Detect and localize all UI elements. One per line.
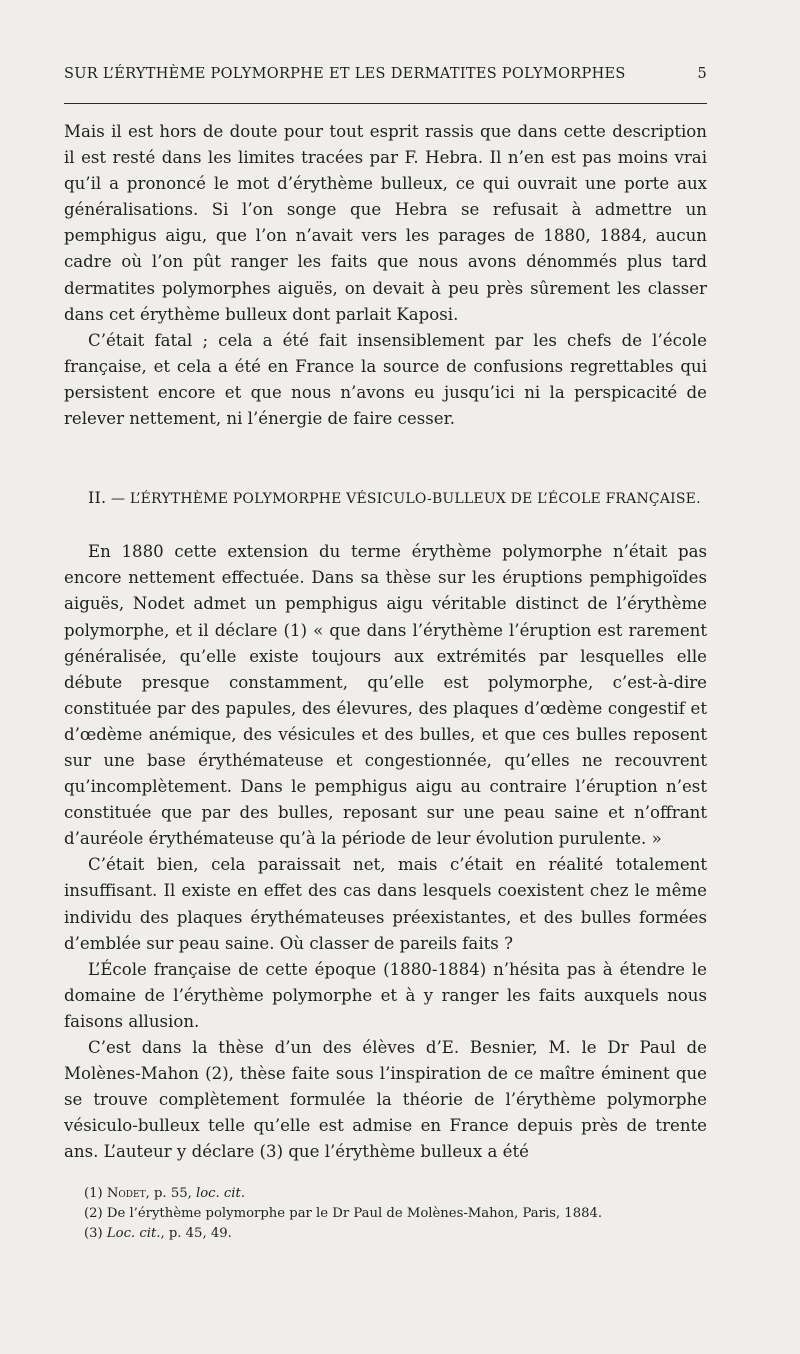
footnotes	[64, 1184, 707, 1244]
paragraph: C’était bien, cela paraissait net, mais c’était en réalité totalement insuffisant. Il existe en effet des cas dans lesquels coexistent chez le même individu des plaques érythémateuses préexistantes, et des bulles formées d’emblée sur peau saine. Où classer de pareils faits ?	[64, 855, 707, 953]
footnote-author: Nodet	[106, 1186, 146, 1201]
footnote-3	[64, 1224, 707, 1244]
paragraph: C’est dans la thèse d’un des élèves d’E. Besnier, M. le Dr Paul de Molènes-Mahon (2), thèse faite sous l’inspiration de ce maître éminent que se trouve complètement formulée la théorie de l’érythème polymorphe vésiculo-bulleux telle qu’elle est admise en France depuis près de trente ans. L’auteur y déclare (3) que l’érythème bulleux a été	[64, 1038, 707, 1162]
header-rule	[64, 103, 707, 104]
running-title: SUR L’ÉRYTHÈME POLYMORPHE ET LES DERMATITES POLYMORPHES	[64, 66, 626, 82]
paragraph: L’École française de cette époque (1880-1884) n’hésita pas à étendre le domaine de l’érythème polymorphe et à y ranger les faits auxquels nous faisons allusion.	[64, 959, 707, 1031]
running-header	[64, 66, 707, 82]
section-title: — L’ÉRYTHÈME POLYMORPHE VÉSICULO-BULLEUX DE L’ÉCOLE FRANÇAISE.	[110, 491, 701, 508]
footnote-1	[64, 1184, 707, 1204]
paragraph: En 1880 cette extension du terme érythème polymorphe n’était pas encore nettement effectuée. Dans sa thèse sur les éruptions pemphigoïdes aiguës, Nodet admet un pemphigus aigu véritable distinct de l’érythème polymorphe, et il déclare (1) « que dans l’érythème l’éruption est rarement généralisée, qu’elle existe toujours aux extrémités par lesquelles elle débute presque constamment, qu’elle est polymorphe, c’est-à-dire constituée par des papules, des élevures, des plaques d’œdème congestif et d’œdème anémique, des vésicules et des bulles, et que ces bulles reposent sur une base érythémateuse et congestionnée, qu’elles ne recouvrent qu’incomplètement. Dans le pemphigus aigu au contraire l’éruption n’est constituée que par des bulles, reposant sur une peau saine et n’offrant d’auréole érythémateuse qu’à la période de leur évolution purulente. »	[64, 542, 707, 849]
footnote-ref: loc. cit.	[195, 1186, 246, 1201]
footnote-2	[64, 1204, 707, 1224]
footnote-text: , p. 55,	[145, 1186, 196, 1201]
paragraph: Mais il est hors de doute pour tout esprit rassis que dans cette description il est resté dans les limites tracées par F. Hebra. Il n’en est pas moins vrai qu’il a prononcé le mot d’érythème bulleux, ce qui ouvrait une porte aux généralisations. Si l’on songe que Hebra se refusait à admettre un pemphigus aigu, que l’on n’avait vers les parages de 1880, 1884, aucun cadre où l’on pût ranger les faits que nous avons dénommés plus tard dermatites polymorphes aiguës, on devait à peu près sûrement les classer dans cet érythème bulleux dont parlait Kaposi.	[64, 122, 707, 324]
paragraph: C’était fatal ; cela a été fait insensiblement par les chefs de l’école française, et cela a été en France la source de confusions regrettables qui persistent encore et que nous n’avons eu jusqu’ici ni la perspicacité de relever nettement, ni l’énergie de faire cesser.	[64, 330, 707, 429]
footnote-mark: (1)	[84, 1186, 103, 1201]
section-number: II.	[88, 488, 107, 508]
footnote-mark: (3)	[84, 1226, 103, 1241]
footnote-text: , p. 45, 49.	[160, 1226, 232, 1241]
main-text	[64, 119, 707, 1165]
section-heading	[64, 485, 707, 512]
footnote-mark: (2)	[84, 1206, 103, 1221]
footnote-ref: Loc. cit.	[106, 1226, 161, 1241]
footnote-text: De l’érythème polymorphe par le Dr Paul de Molènes-Mahon, Paris, 1884.	[106, 1206, 603, 1221]
page-number: 5	[697, 66, 707, 82]
